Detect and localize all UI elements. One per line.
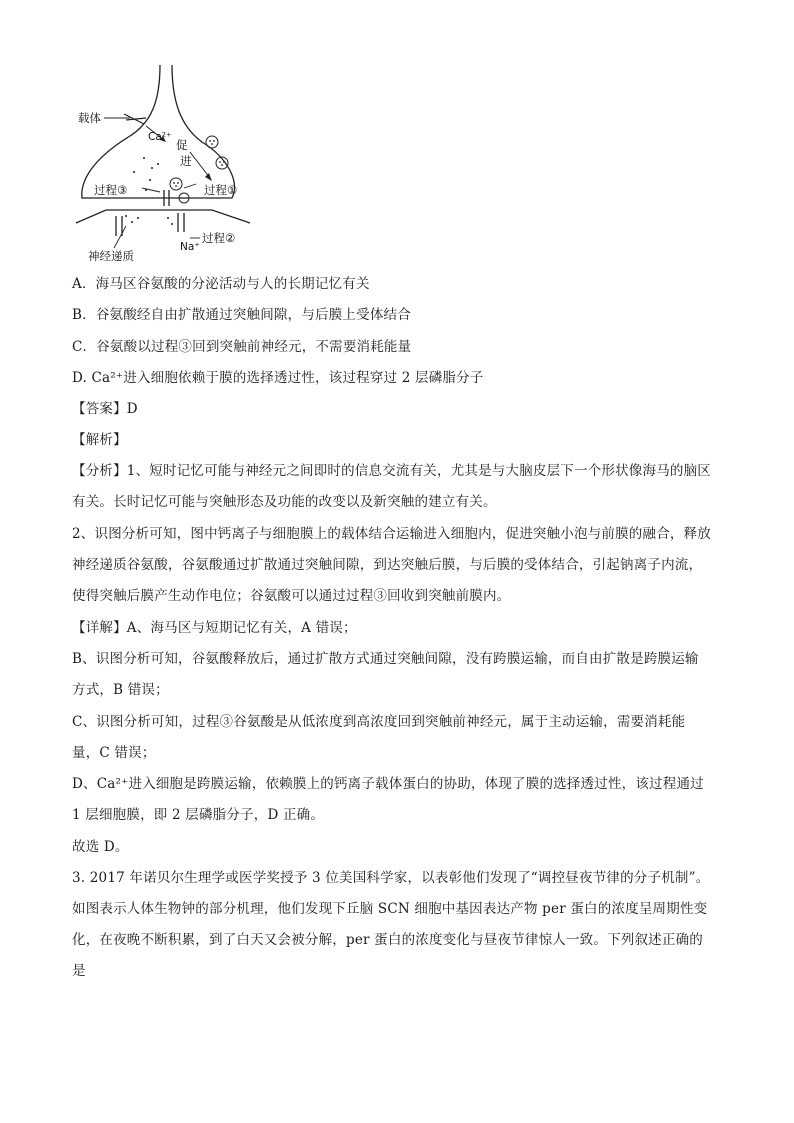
answer-line: 【答案】D <box>72 401 138 417</box>
label-process3: 过程③ <box>94 183 128 197</box>
choose-line: 故选 D。 <box>72 839 129 855</box>
postsynaptic-membrane <box>76 210 250 223</box>
analysis-paragraph-line: 2、识图分析可知，图中钙离子与细胞膜上的载体结合运输进入细胞内，促进突触小泡与前膜的融合，释放 <box>72 526 711 542</box>
analysis-heading: 【解析】 <box>72 432 127 448</box>
question3-line: 化，在夜晚不断积累，到了白天又会被分解，per 蛋白的浓度变化与昼夜节律惊人一致。下列叙述正确的 <box>72 932 703 948</box>
label-na: Na⁺ <box>180 241 200 253</box>
label-ca: Ca²⁺ <box>148 131 172 143</box>
question3-line: 3. 2017 年诺贝尔生理学或医学奖授予 3 位美国科学家，以表彰他们发现了“调控昼夜节律的分子机制”。 <box>72 870 710 886</box>
question3-line: 是 <box>72 963 86 979</box>
detail-line: D、Ca²⁺进入细胞是跨膜运输，依赖膜上的钙离子载体蛋白的协助，体现了膜的选择透过性，该过程通过 <box>72 776 704 792</box>
option-b: B．谷氨酸经自由扩散通过突触间隙，与后膜上受体结合 <box>72 307 411 323</box>
label-process1: 过程① <box>204 183 238 197</box>
synapse-diagram <box>72 60 282 265</box>
detail-line: 方式，B 错误； <box>72 682 169 698</box>
synapse-diagram-svg <box>72 60 282 265</box>
analysis-paragraph-line: 神经递质谷氨酸，谷氨酸通过扩散通过突触间隙，到达突触后膜，与后膜的受体结合，引起钠离子内流， <box>72 557 703 573</box>
analysis-paragraph-line: 使得突触后膜产生动作电位；谷氨酸可以通过过程③回收到突触前膜内。 <box>72 588 511 604</box>
detail-line: B、识图分析可知，谷氨酸释放后，通过扩散方式通过突触间隙，没有跨膜运输，而自由扩散是跨膜运输 <box>72 651 699 667</box>
label-promote-2: 进 <box>180 154 192 168</box>
detail-line: C、识图分析可知，过程③谷氨酸是从低浓度到高浓度回到突触前神经元，属于主动运输，需要消耗能 <box>72 714 686 730</box>
option-c: C．谷氨酸以过程③回到突触前神经元，不需要消耗能量 <box>72 339 412 355</box>
detail-line: 量，C 错误； <box>72 745 156 761</box>
analysis-paragraph-line: 有关。长时记忆可能与突触形态及功能的改变以及新突触的建立有关。 <box>72 494 497 510</box>
promote-arrow <box>190 152 210 178</box>
option-d: D. Ca²⁺进入细胞依赖于膜的选择透过性，该过程穿过 2 层磷脂分子 <box>72 370 484 386</box>
label-promote-1: 促 <box>176 138 188 152</box>
question3-line: 如图表示人体生物钟的部分机理，他们发现下丘脑 SCN 细胞中基因表达产物 per 蛋白的浓度呈周期性变 <box>72 901 708 917</box>
detail-line: 1 层细胞膜，即 2 层磷脂分子，D 正确。 <box>72 807 325 823</box>
transmitter-dots <box>125 157 173 225</box>
analysis-paragraph-line: 【分析】1、短时记忆可能与神经元之间即时的信息交流有关，尤其是与大脑皮层下一个形状像海马的脑区 <box>72 463 711 479</box>
label-carrier: 载体 <box>78 111 101 125</box>
detail-line: 【详解】A、海马区与短期记忆有关，A 错误； <box>72 620 357 636</box>
label-neurotransmitter: 神经递质 <box>88 249 134 263</box>
label-process2: 过程② <box>202 231 236 245</box>
option-a: A．海马区谷氨酸的分泌活动与人的长期记忆有关 <box>72 276 370 292</box>
